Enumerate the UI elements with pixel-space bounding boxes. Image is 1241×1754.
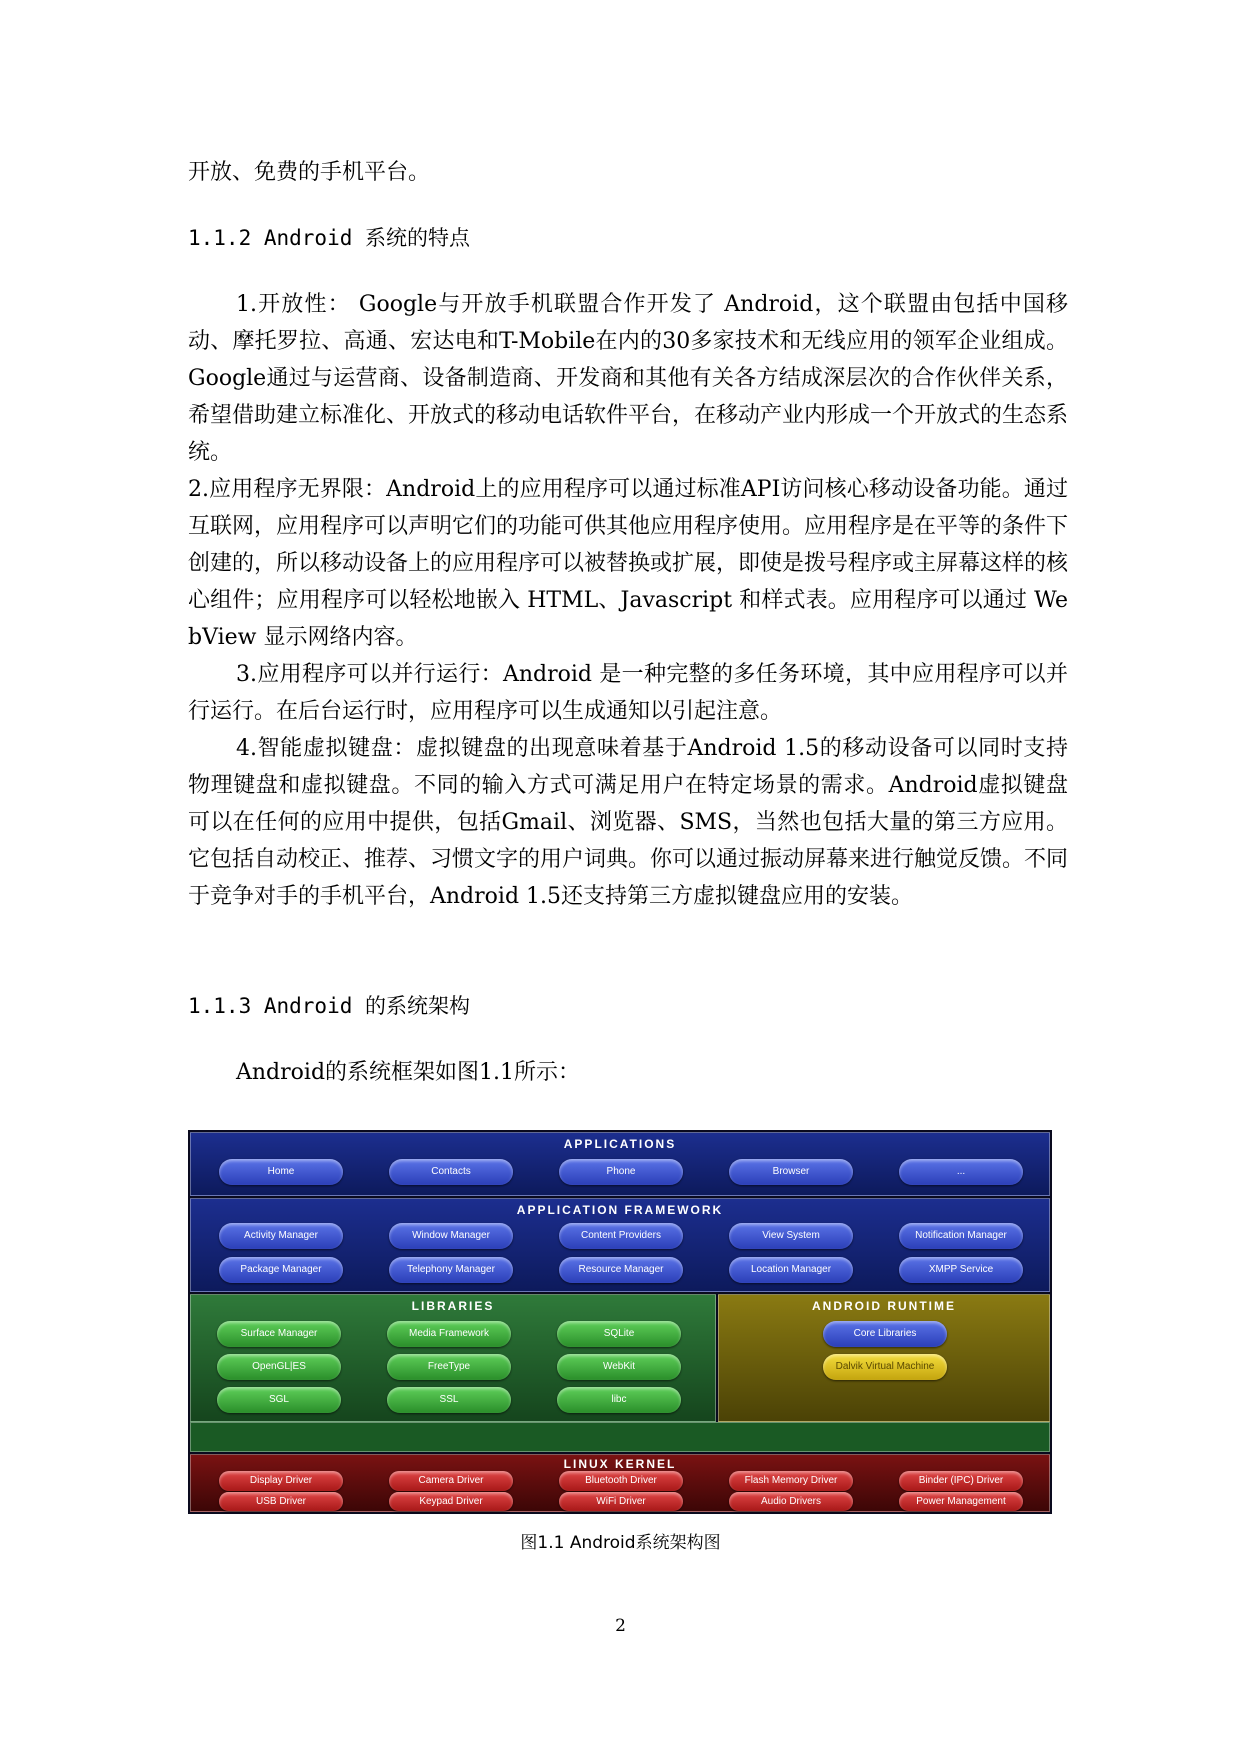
kernel-binder-ipc-driver: Binder (IPC) Driver (899, 1471, 1023, 1491)
app-phone: Phone (559, 1159, 683, 1185)
kernel-flash-memory-driver: Flash Memory Driver (729, 1471, 853, 1491)
lib-ssl: SSL (387, 1387, 511, 1413)
framework-content-providers: Content Providers (559, 1223, 683, 1249)
kernel-wifi-driver: WiFi Driver (559, 1492, 683, 1511)
section-heading-1-1-2: 1.1.2 Android 系统的特点 (188, 226, 471, 250)
framework-layer (190, 1198, 1050, 1292)
kernel-usb-driver: USB Driver (219, 1492, 343, 1511)
kernel-audio-drivers: Audio Drivers (729, 1492, 853, 1511)
app-browser: Browser (729, 1159, 853, 1185)
runtime-core-libraries: Core Libraries (823, 1321, 947, 1347)
framework-activity-manager: Activity Manager (219, 1223, 343, 1249)
kernel-camera-driver: Camera Driver (389, 1471, 513, 1491)
kernel-power-management: Power Management (899, 1492, 1023, 1511)
lib-opengl-es: OpenGL|ES (217, 1354, 341, 1380)
android-architecture-diagram (188, 1130, 1052, 1514)
figure-caption: 图1.1 Android系统架构图 (520, 1533, 721, 1553)
framework-xmpp-service: XMPP Service (899, 1257, 1023, 1283)
paragraph-parallel-running: 3.应用程序可以并行运行：Android 是一种完整的多任务环境，其中应用程序可以并行运行。在后台运行时，应用程序可以生成通知以引起注意。 (188, 662, 1068, 724)
framework-resource-manager: Resource Manager (559, 1257, 683, 1283)
lib-libc: libc (557, 1387, 681, 1413)
libraries-bottom-band (190, 1422, 1050, 1452)
runtime-layer (718, 1294, 1050, 1422)
kernel-keypad-driver: Keypad Driver (389, 1492, 513, 1511)
lib-surface-manager: Surface Manager (217, 1321, 341, 1347)
framework-view-system: View System (729, 1223, 853, 1249)
lib-webkit: WebKit (557, 1354, 681, 1380)
paragraph-openness: 1.开放性： Google与开放手机联盟合作开发了 Android，这个联盟由包括中国移动、摩托罗拉、高通、宏达电和T-Mobile在内的30多家技术和无线应用的领军企业组成。Google通过与运营商、设备制造商、开发商和其他有关各方结成深层次的合作伙伴关系，希望借助建立标准化、开放式的移动电话软件平台，在移动产业内形成一个开放式的生态系统。 (188, 292, 1069, 465)
libraries-layer (190, 1294, 716, 1422)
framework-location-manager: Location Manager (729, 1257, 853, 1283)
runtime-title: ANDROID RUNTIME (812, 1299, 956, 1313)
framework-title: APPLICATION FRAMEWORK (516, 1203, 724, 1217)
lib-freetype: FreeType (387, 1354, 511, 1380)
paragraph-virtual-keyboard: 4.智能虚拟键盘：虚拟键盘的出现意味着基于Android 1.5的移动设备可以同时支持物理键盘和虚拟键盘。不同的输入方式可满足用户在特定场景的需求。Android虚拟键盘可以在任何的应用中提供，包括Gmail、浏览器、SMS，当然也包括大量的第三方应用。它包括自动校正、推荐、习惯文字的用户词典。你可以通过振动屏幕来进行触觉反馈。不同于竞争对手的手机平台，Android 1.5还支持第三方虚拟键盘应用的安装。 (188, 736, 1069, 909)
applications-title: APPLICATIONS (563, 1137, 677, 1151)
kernel-layer (190, 1454, 1050, 1512)
applications-layer (190, 1132, 1050, 1196)
app-contacts: Contacts (389, 1159, 513, 1185)
framework-telephony-manager: Telephony Manager (389, 1257, 513, 1283)
app-more: ... (899, 1159, 1023, 1185)
kernel-display-driver: Display Driver (219, 1471, 343, 1491)
figure-intro: Android的系统框架如图1.1所示： (236, 1060, 581, 1085)
runtime-dalvik-vm: Dalvik Virtual Machine (823, 1354, 947, 1380)
page-number: 2 (615, 1616, 626, 1636)
framework-package-manager: Package Manager (219, 1257, 343, 1283)
lib-sgl: SGL (217, 1387, 341, 1413)
lib-media-framework: Media Framework (387, 1321, 511, 1347)
intro-line: 开放、免费的手机平台。 (188, 160, 431, 185)
kernel-title: LINUX KERNEL (563, 1457, 677, 1471)
framework-notification-manager: Notification Manager (899, 1223, 1023, 1249)
libraries-title: LIBRARIES (411, 1299, 495, 1313)
kernel-bluetooth-driver: Bluetooth Driver (559, 1471, 683, 1491)
paragraph-no-boundaries: 2.应用程序无界限：Android上的应用程序可以通过标准API访问核心移动设备功能。通过互联网，应用程序可以声明它们的功能可供其他应用程序使用。应用程序是在平等的条件下创建的，所以移动设备上的应用程序可以被替换或扩展，即使是拨号程序或主屏幕这样的核心组件；应用程序可以轻松地嵌入 HTML、Javascript 和样式表。应用程序可以通过 WebView 显示网络内容。 (188, 477, 1069, 650)
framework-window-manager: Window Manager (389, 1223, 513, 1249)
lib-sqlite: SQLite (557, 1321, 681, 1347)
app-home: Home (219, 1159, 343, 1185)
section-heading-1-1-3: 1.1.3 Android 的系统架构 (188, 994, 471, 1018)
